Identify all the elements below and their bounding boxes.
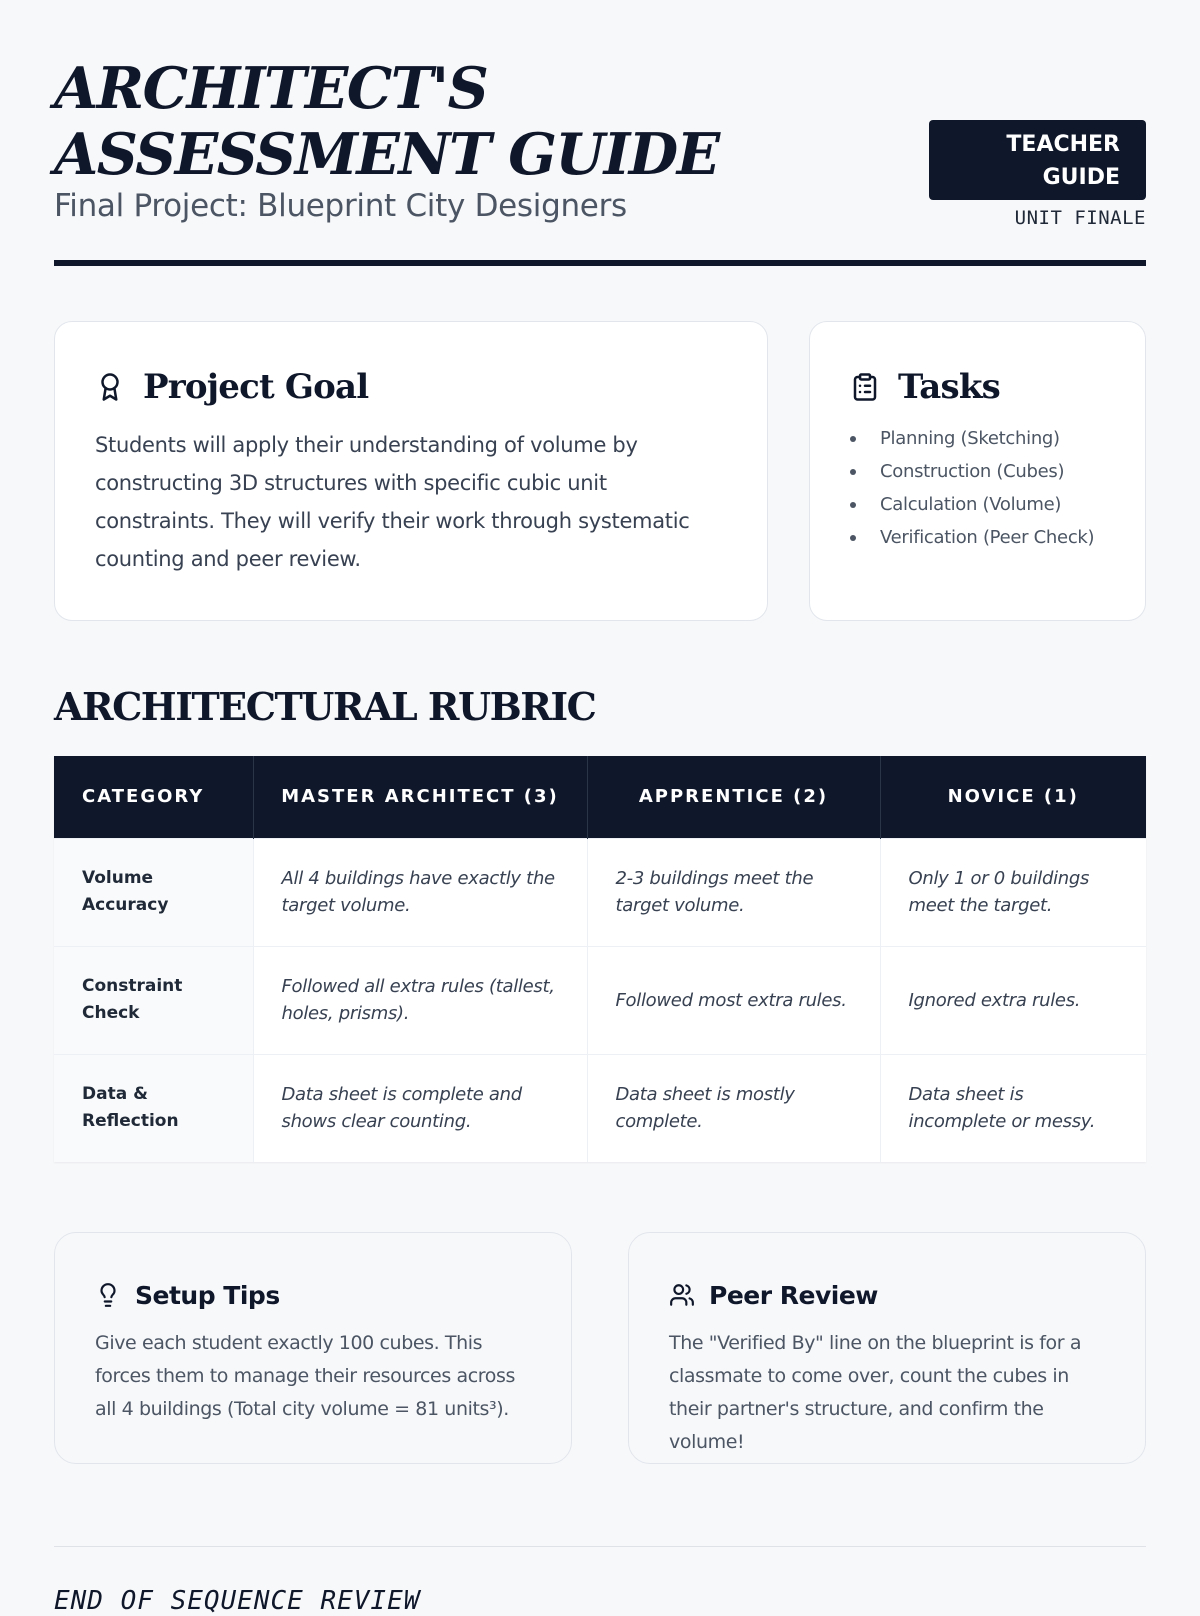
- project-goal-header: [95, 364, 727, 410]
- category-cell: Data & Reflection: [54, 1054, 253, 1162]
- header-divider: [54, 260, 1146, 266]
- peer-review-title: Peer Review: [709, 1280, 878, 1310]
- tasks-card: [809, 321, 1146, 621]
- setup-tips-card: [54, 1232, 572, 1464]
- page-subtitle: Final Project: Blueprint City Designers: [54, 188, 627, 224]
- unit-label: UNIT FINALE: [1014, 207, 1146, 229]
- task-item: Verification (Peer Check): [850, 521, 1105, 554]
- peer-review-header: [669, 1275, 1105, 1315]
- users-icon: [669, 1282, 695, 1308]
- rubric-header-row: [54, 756, 1146, 838]
- task-item: Planning (Sketching): [850, 422, 1105, 455]
- page: [54, 0, 1146, 1616]
- award-ribbon-icon: [95, 372, 125, 402]
- footer-divider: [54, 1546, 1146, 1547]
- project-goal-title: Project Goal: [143, 367, 369, 407]
- task-item: Construction (Cubes): [850, 455, 1105, 488]
- novice-cell: Data sheet is incomplete or messy.: [880, 1054, 1146, 1162]
- page-header: [54, 0, 1146, 268]
- lightbulb-icon: [95, 1282, 121, 1308]
- setup-tips-header: [95, 1275, 531, 1315]
- novice-cell: Only 1 or 0 buildings meet the target.: [880, 838, 1146, 946]
- master-cell: Followed all extra rules (tallest, holes, prisms).: [253, 946, 587, 1054]
- setup-tips-text: Give each student exactly 100 cubes. This forces them to manage their resources across all 4 buildings (Total city volume = 81 units³).: [95, 1332, 515, 1420]
- teacher-guide-badge: TEACHER GUIDE: [929, 120, 1146, 200]
- project-goal-card: [54, 321, 768, 621]
- peer-review-text: The "Verified By" line on the blueprint is for a classmate to come over, count the cubes in their partner's structure, and confirm the volume!: [669, 1332, 1082, 1453]
- footer-heading: END OF SEQUENCE REVIEW: [54, 1586, 421, 1616]
- apprentice-cell: Followed most extra rules.: [587, 946, 880, 1054]
- column-header-category: CATEGORY: [54, 756, 253, 838]
- page-title: ARCHITECT'S ASSESSMENT GUIDE: [54, 55, 719, 188]
- task-list: [850, 422, 1105, 554]
- rubric-title: ARCHITECTURAL RUBRIC: [54, 684, 596, 729]
- table-row: [54, 946, 1146, 1054]
- rubric-table: [54, 756, 1146, 1162]
- table-row: [54, 838, 1146, 946]
- task-item: Calculation (Volume): [850, 488, 1105, 521]
- apprentice-cell: 2-3 buildings meet the target volume.: [587, 838, 880, 946]
- table-row: [54, 1054, 1146, 1162]
- novice-cell: Ignored extra rules.: [880, 946, 1146, 1054]
- peer-review-card: [628, 1232, 1146, 1464]
- category-cell: Constraint Check: [54, 946, 253, 1054]
- category-cell: Volume Accuracy: [54, 838, 253, 946]
- column-header-novice: NOVICE (1): [880, 756, 1146, 838]
- master-cell: Data sheet is complete and shows clear counting.: [253, 1054, 587, 1162]
- master-cell: All 4 buildings have exactly the target volume.: [253, 838, 587, 946]
- setup-tips-title: Setup Tips: [135, 1280, 280, 1310]
- clipboard-list-icon: [850, 372, 880, 402]
- column-header-apprentice: APPRENTICE (2): [587, 756, 880, 838]
- project-goal-text: Students will apply their understanding of volume by constructing 3D structures with specific cubic unit constraints. They will verify their work through systematic counting and peer review.: [95, 433, 690, 571]
- tasks-header: [850, 364, 1105, 410]
- column-header-master: MASTER ARCHITECT (3): [253, 756, 587, 838]
- tasks-title: Tasks: [898, 367, 1000, 407]
- apprentice-cell: Data sheet is mostly complete.: [587, 1054, 880, 1162]
